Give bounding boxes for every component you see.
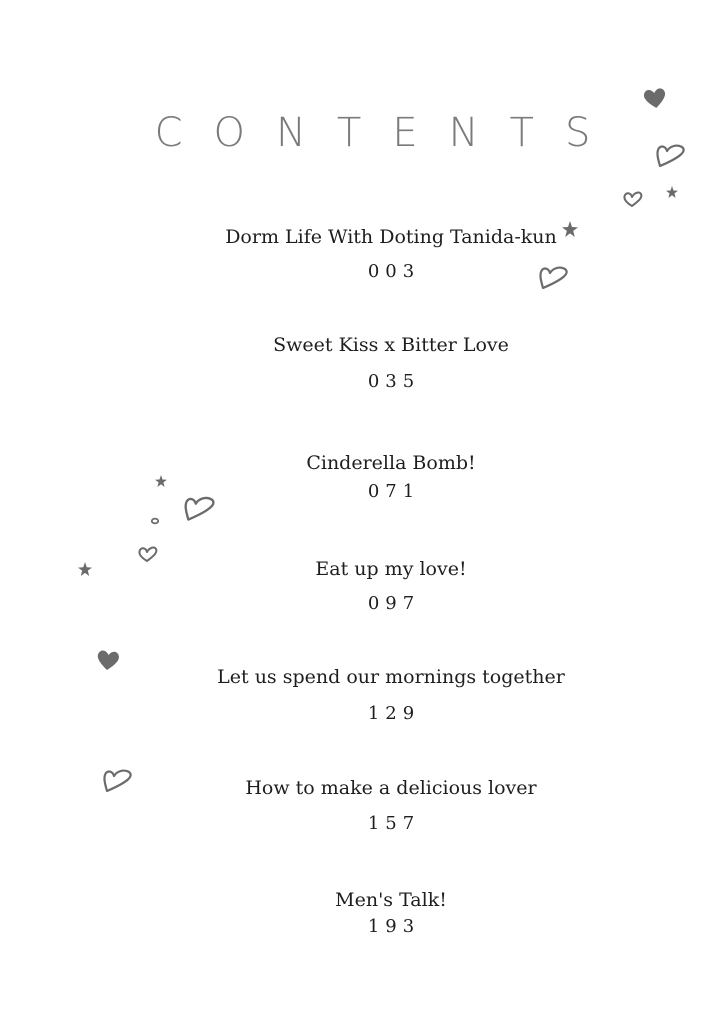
toc-entry[interactable] — [0, 887, 726, 939]
toc-entry-page: 003 — [367, 261, 421, 282]
toc-entry-page: 097 — [367, 593, 421, 614]
toc-entry-title: How to make a delicious lover — [245, 777, 537, 799]
heart-icon — [182, 494, 218, 524]
toc-entry[interactable] — [0, 556, 726, 616]
star-icon — [666, 186, 678, 198]
toc-entry-page: 129 — [367, 703, 421, 724]
heart-icon — [137, 544, 159, 564]
toc-entry-title: Cinderella Bomb! — [306, 452, 476, 474]
heart-icon — [100, 767, 136, 795]
toc-entry-page: 157 — [367, 813, 421, 834]
toc-entry-page: 035 — [367, 371, 421, 392]
toc-entry-title: Sweet Kiss x Bitter Love — [273, 334, 509, 356]
toc-entry-page: 193 — [367, 916, 421, 937]
contents-heading: CONTENTS — [154, 110, 622, 156]
toc-entry-title: Men's Talk! — [335, 889, 447, 911]
toc-entry-page: 071 — [367, 481, 421, 502]
heart-icon — [95, 648, 121, 672]
star-icon — [78, 562, 92, 576]
toc-entry[interactable] — [0, 450, 726, 504]
heart-icon — [654, 142, 688, 170]
heart-icon — [622, 189, 644, 209]
heart-icon — [642, 86, 668, 110]
heart-icon — [536, 264, 572, 292]
toc-entry-title: Dorm Life With Doting Tanida-kun — [225, 226, 557, 248]
toc-entry[interactable] — [0, 332, 726, 394]
circle-icon — [150, 517, 160, 525]
toc-entry[interactable] — [0, 664, 726, 726]
toc-entry-title: Let us spend our mornings together — [217, 666, 565, 688]
toc-entry[interactable] — [0, 224, 726, 284]
star-icon — [155, 475, 167, 487]
star-icon — [562, 221, 578, 237]
toc-entry-title: Eat up my love! — [315, 558, 467, 580]
